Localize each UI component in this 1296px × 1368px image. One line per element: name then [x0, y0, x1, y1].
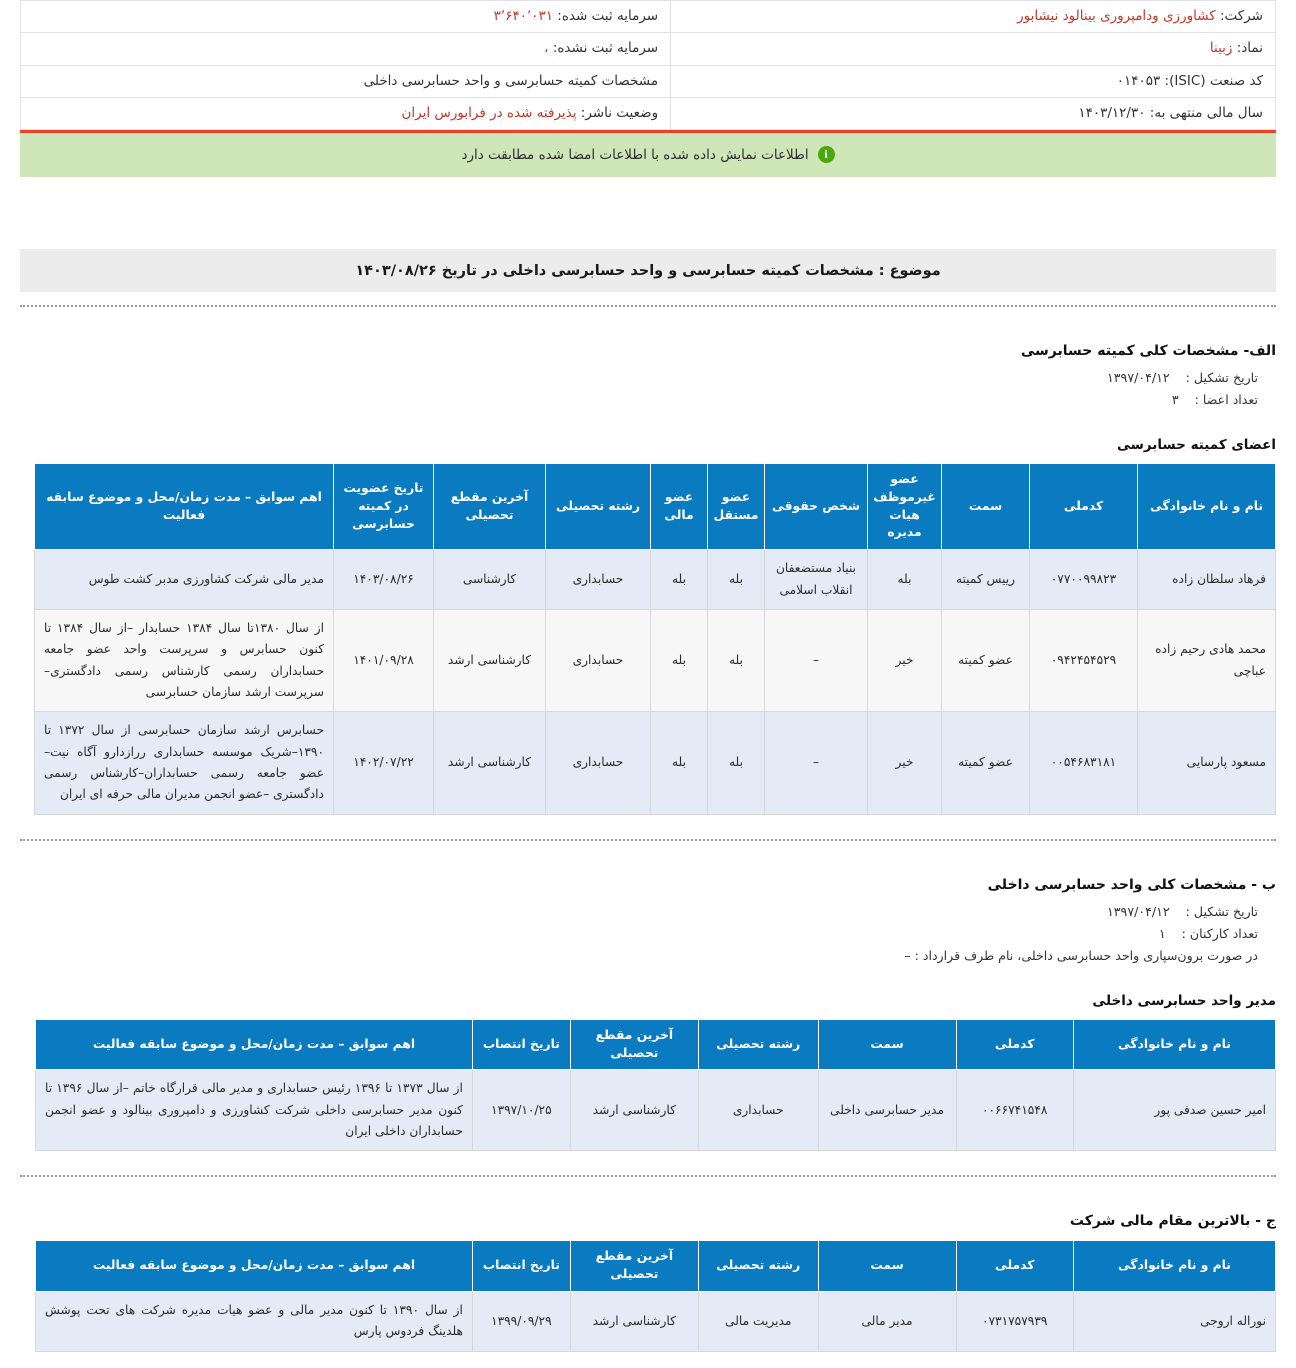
cell-non-executive: بله	[868, 550, 942, 610]
unit-outsourcing-note: در صورت برون‌سپاری واحد حسابرسی داخلی، نام طرف قرارداد : –	[904, 947, 1258, 963]
identification-left-label: سرمایه ثبت شده:	[557, 8, 659, 24]
committee-members-count-row	[20, 392, 1276, 407]
unit-staff-count-label: تعداد کارکنان :	[1181, 925, 1258, 941]
cell-history: از سال ۱۳۸۰تا سال ۱۳۸۴ حسابدار –از سال ۱۳۸۴ تا کنون حسابرس و سرپرست واحد عضو جامعه حسابداران رسمی کارشناس رسمی دادگستری–سرپرست ارشد سازمان حسابرسی	[35, 610, 334, 712]
column-header: آخرین مقطع تحصیلی	[570, 1019, 698, 1070]
cell-position: عضو کمیته	[942, 712, 1030, 814]
members-table-title: اعضای کمیته حسابرسی	[1116, 437, 1276, 453]
cell-degree: کارشناسی ارشد	[570, 1070, 698, 1151]
column-header: اهم سوابق – مدت زمان/محل و موضوع سابقه فعالیت	[35, 464, 334, 550]
unit-staff-count-row	[20, 926, 1276, 941]
section-internal-audit-unit	[20, 877, 1276, 1152]
cell-independent: بله	[708, 610, 765, 712]
cell-membership-date: ۱۴۰۱/۰۹/۲۸	[334, 610, 434, 712]
identification-right-value: ۱۴۰۳/۱۲/۳۰	[1078, 104, 1150, 121]
identification-right-value: زبینا	[1209, 40, 1237, 57]
cell-legal-person: –	[765, 610, 868, 712]
committee-members-count-value: ۳	[1171, 392, 1179, 407]
identification-right-label: کد صنعت (ISIC):	[1164, 72, 1263, 89]
identification-left-value: ،	[544, 40, 553, 57]
table-row	[36, 1292, 1276, 1352]
cell-name: محمد هادی رحیم زاده عباچی	[1138, 610, 1276, 712]
cell-history: حسابرس ارشد سازمان حسابرسی از سال ۱۳۷۲ تا ۱۳۹۰–شریک موسسه حسابداری ررازدارو آگاه نیت– عضو جامعه رسمی حسابداران–کارشناس رسمی دادگستری –عضو انجمن مدیران مالی حرفه ای ایران	[35, 712, 334, 814]
committee-formation-date-label: تاریخ تشکیل :	[1185, 370, 1258, 385]
unit-staff-count-value: ۱	[1158, 925, 1166, 941]
column-header: عضو غیرموظف هیات مدیره	[868, 464, 942, 550]
column-header: کدملی	[956, 1019, 1073, 1070]
committee-members-count-label: تعداد اعضا :	[1194, 392, 1258, 407]
cell-field: حسابداری	[546, 610, 651, 712]
section-c-title: ج - بالاترین مقام مالی شرکت	[1069, 1213, 1276, 1230]
column-header: عضو مالی	[651, 464, 708, 550]
identification-row	[21, 1, 1276, 33]
table-row	[35, 550, 1276, 610]
column-header: آخرین مقطع تحصیلی	[570, 1241, 698, 1292]
cell-national-id: ۰۹۴۲۴۵۴۵۲۹	[1030, 610, 1138, 712]
cell-name: مسعود پارسایی	[1138, 712, 1276, 814]
column-header: آخرین مقطع تحصیلی	[434, 464, 546, 550]
identification-right-cell	[671, 97, 1276, 129]
notice-text: اطلاعات نمایش داده شده با اطلاعات امضا شده مطابقت دارد	[461, 146, 809, 163]
cell-financial: بله	[651, 712, 708, 814]
cell-history: مدیر مالی شرکت کشاورزی مدبر کشت طوس	[35, 550, 334, 610]
subject-bar	[20, 249, 1276, 292]
cell-national-id: ۰۰۵۴۶۸۳۱۸۱	[1030, 712, 1138, 814]
column-header: رشته تحصیلی	[698, 1241, 818, 1292]
column-header: شخص حقوقی	[765, 464, 868, 550]
column-header: رشته تحصیلی	[698, 1019, 818, 1070]
identification-row	[21, 97, 1276, 129]
column-header: تاریخ انتصاب	[472, 1241, 570, 1292]
identification-left-value: ۳٬۶۴۰٬۰۳۱	[493, 8, 558, 24]
identification-left-label: سرمایه ثبت نشده:	[552, 40, 659, 57]
cell-non-executive: خیر	[868, 712, 942, 814]
cell-history: از سال ۱۳۷۳ تا ۱۳۹۶ رئیس حسابداری و مدیر مالی قرارگاه خاتم –از سال ۱۳۹۶ تا کنون مدیر حسابرسی داخلی شرکت کشاورزی و دامپروری بینالود و عضو انجمن حسابداران داخلی ایران	[36, 1070, 473, 1151]
identification-left-label: وضعیت ناشر:	[580, 104, 659, 121]
column-header: رشته تحصیلی	[546, 464, 651, 550]
committee-formation-date-row	[20, 370, 1276, 385]
unit-formation-date-row	[20, 904, 1276, 919]
unit-formation-date-value: ۱۳۹۷/۰۴/۱۲	[1107, 903, 1170, 919]
table-row	[36, 1070, 1276, 1151]
identification-left-cell	[21, 33, 671, 65]
cell-legal-person: بنیاد مستضعفان انقلاب اسلامی	[765, 550, 868, 610]
cell-name: فرهاد سلطان زاده	[1138, 550, 1276, 610]
table-header-row	[35, 464, 1276, 550]
cell-national-id: ۰۰۶۶۷۴۱۵۴۸	[956, 1070, 1073, 1151]
column-header: اهم سوابق – مدت زمان/محل و موضوع سابقه فعالیت	[36, 1019, 473, 1070]
cell-name: نوراله اروجی	[1073, 1292, 1275, 1352]
column-header: عضو مستقل	[708, 464, 765, 550]
identification-row	[21, 33, 1276, 65]
column-header: سمت	[818, 1241, 956, 1292]
internal-audit-manager-table	[35, 1019, 1276, 1152]
column-header: تاریخ انتصاب	[472, 1019, 570, 1070]
identification-left-cell	[21, 65, 671, 97]
identification-right-cell	[671, 65, 1276, 97]
cell-history: از سال ۱۳۹۰ تا کنون مدیر مالی و عضو هیات مدیره شرکت های تحت پوشش هلدینگ فردوس پارس	[36, 1292, 473, 1352]
internal-audit-manager-title: مدیر واحد حسابرسی داخلی	[1092, 992, 1276, 1009]
identification-right-label: نماد:	[1236, 40, 1263, 57]
subject-text: موضوع : مشخصات کمیته حسابرسی و واحد حسابرسی داخلی در تاریخ ۱۴۰۳/۰۸/۲۶	[355, 262, 941, 279]
cell-independent: بله	[708, 712, 765, 814]
column-header: کدملی	[1030, 464, 1138, 550]
divider-after-section-a	[20, 839, 1276, 841]
cell-national-id: ۰۷۷۰۰۹۹۸۲۳	[1030, 550, 1138, 610]
identification-right-cell	[671, 1, 1276, 33]
identification-left-cell	[21, 97, 671, 129]
identification-left-value: پذیرفته شده در فرابورس ایران	[401, 104, 581, 121]
identification-left-label: مشخصات کمیته حسابرسی و واحد حسابرسی داخلی	[363, 72, 659, 89]
table-row	[35, 610, 1276, 712]
committee-formation-date-value: ۱۳۹۷/۰۴/۱۲	[1107, 370, 1170, 385]
column-header: نام و نام خانوادگی	[1138, 464, 1276, 550]
column-header: تاریخ عضویت در کمیته حسابرسی	[334, 464, 434, 550]
cell-position: رییس کمیته	[942, 550, 1030, 610]
table-row	[35, 712, 1276, 814]
cell-independent: بله	[708, 550, 765, 610]
unit-formation-date-label: تاریخ تشکیل :	[1185, 903, 1258, 919]
cell-field: حسابداری	[546, 712, 651, 814]
identification-right-value: کشاورزی ودامپروری بینالود نیشابور	[1017, 8, 1220, 24]
cell-degree: کارشناسی ارشد	[570, 1292, 698, 1352]
section-b-title: ب - مشخصات کلی واحد حسابرسی داخلی	[987, 876, 1276, 893]
cell-field: حسابداری	[546, 550, 651, 610]
identification-right-cell	[671, 33, 1276, 65]
cell-appointment-date: ۱۳۹۹/۰۹/۲۹	[472, 1292, 570, 1352]
divider-after-section-b	[20, 1175, 1276, 1177]
cell-financial: بله	[651, 550, 708, 610]
info-icon: i	[818, 146, 835, 163]
column-header: نام و نام خانوادگی	[1073, 1019, 1275, 1070]
column-header: اهم سوابق – مدت زمان/محل و موضوع سابقه فعالیت	[36, 1241, 473, 1292]
cell-degree: کارشناسی ارشد	[434, 712, 546, 814]
cell-financial: بله	[651, 610, 708, 712]
column-header: نام و نام خانوادگی	[1073, 1241, 1275, 1292]
identification-right-label: سال مالی منتهی به:	[1149, 104, 1263, 121]
identification-right-value: ۰۱۴۰۵۳	[1116, 72, 1165, 89]
section-audit-committee	[20, 343, 1276, 815]
cell-degree: کارشناسی ارشد	[434, 610, 546, 712]
identification-right-label: شرکت:	[1220, 8, 1263, 24]
table-header-row	[36, 1019, 1276, 1070]
cell-legal-person: –	[765, 712, 868, 814]
cell-position: مدیر مالی	[818, 1292, 956, 1352]
cell-appointment-date: ۱۳۹۷/۱۰/۲۵	[472, 1070, 570, 1151]
chief-financial-officer-table	[35, 1240, 1276, 1351]
cell-field: حسابداری	[698, 1070, 818, 1151]
cell-non-executive: خیر	[868, 610, 942, 712]
table-header-row	[36, 1241, 1276, 1292]
cell-membership-date: ۱۴۰۳/۰۸/۲۶	[334, 550, 434, 610]
signature-notice	[20, 130, 1276, 177]
column-header: سمت	[942, 464, 1030, 550]
column-header: سمت	[818, 1019, 956, 1070]
cell-name: امیر حسین صدفی پور	[1073, 1070, 1275, 1151]
cell-position: مدیر حسابرسی داخلی	[818, 1070, 956, 1151]
identification-left-cell	[21, 1, 671, 33]
identification-row	[21, 65, 1276, 97]
cell-membership-date: ۱۴۰۲/۰۷/۲۲	[334, 712, 434, 814]
audit-committee-members-table	[34, 463, 1276, 815]
column-header: کدملی	[956, 1241, 1073, 1292]
company-identification-table	[20, 0, 1276, 130]
cell-position: عضو کمیته	[942, 610, 1030, 712]
cell-national-id: ۰۷۳۱۷۵۷۹۳۹	[956, 1292, 1073, 1352]
section-a-title: الف- مشخصات کلی کمیته حسابرسی	[1020, 343, 1276, 359]
section-chief-financial-officer	[20, 1213, 1276, 1351]
divider-after-subject	[20, 305, 1276, 307]
cell-degree: کارشناسی	[434, 550, 546, 610]
cell-field: مدیریت مالی	[698, 1292, 818, 1352]
